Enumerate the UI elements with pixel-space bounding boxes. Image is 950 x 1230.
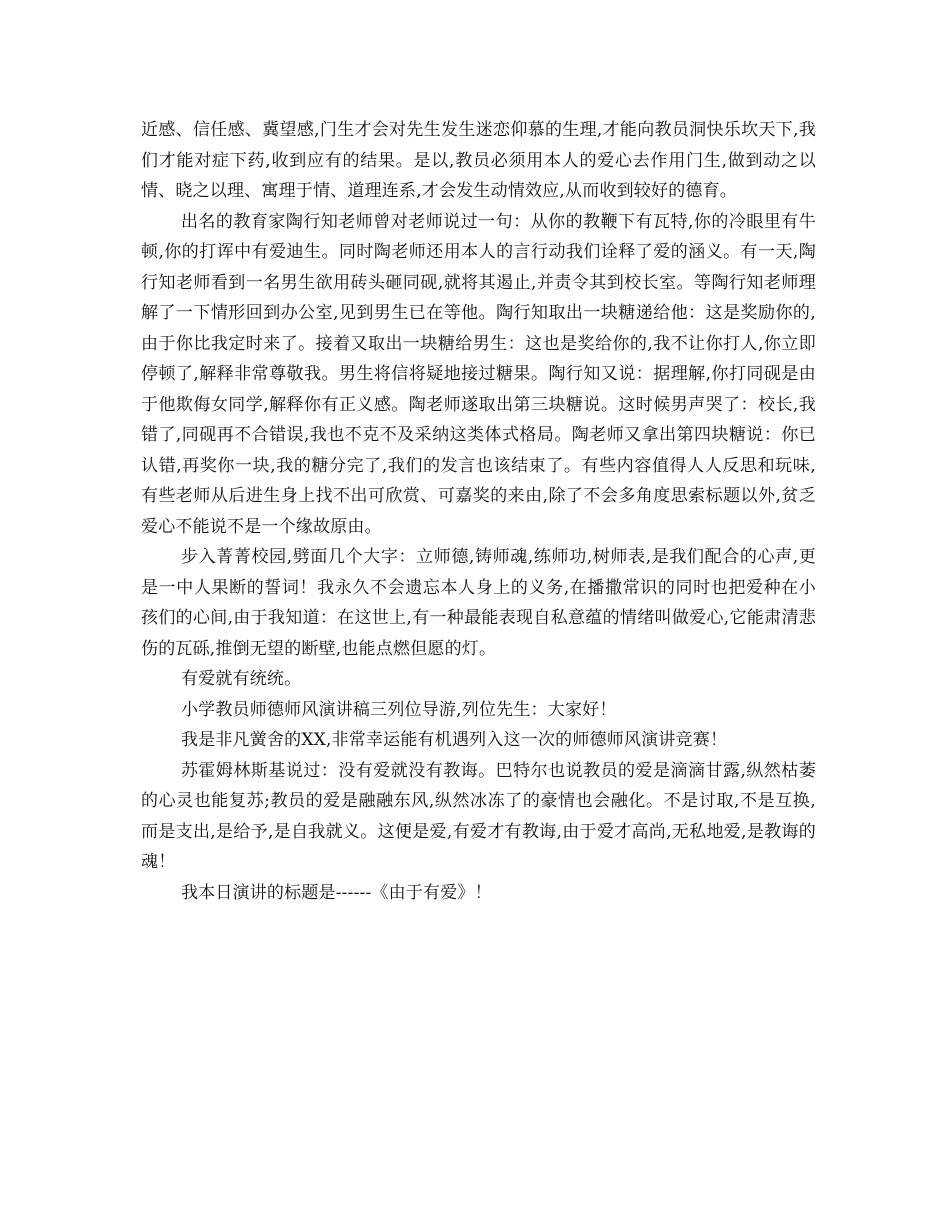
- paragraph-2: 出名的教育家陶行知老师曾对老师说过一句：从你的教鞭下有瓦特,你的冷眼里有牛顿,你的打诨中有爱迪生。同时陶老师还用本人的言行动我们诠释了爱的涵义。有一天,陶行知老师看到一名男生欲用砖头砸同砚,就将其遏止,并责令其到校长室。等陶行知老师理解了一下情形回到办公室,见到男生已在等他。陶行知取出一块糖递给他：这是奖励你的,由于你比我定时来了。接着又取出一块糖给男生：这也是奖给你的,我不让你打人,你立即停顿了,解释非常尊敬我。男生将信将疑地接过糖果。陶行知又说：据理解,你打同砚是由于他欺侮女同学,解释你有正义感。陶老师遂取出第三块糖说。这时候男声哭了：校长,我错了,同砚再不合错误,我也不克不及采纳这类体式格局。陶老师又拿出第四块糖说：你已认错,再奖你一块,我的糖分完了,我们的发言也该结束了。有些内容值得人人反思和玩味,有些老师从后进生身上找不出可欣赏、可嘉奖的来由,除了不会多角度思索标题以外,贫乏爱心不能说不是一个缘故原由。: [141, 211, 816, 537]
- paragraph-4: 有爱就有统统。: [180, 669, 302, 689]
- paragraph-7: 苏霍姆林斯基说过：没有爱就没有教诲。巴特尔也说教员的爱是滴滴甘露,纵然枯萎的心灵也能复苏;教员的爱是融融东风,纵然冰冻了的豪情也会融化。不是讨取,不是互换,而是支出,是给予,是自我就义。这便是爱,有爱才有教诲,由于爱才高尚,无私地爱,是教诲的魂！: [141, 760, 816, 872]
- paragraph-8: 我本日演讲的标题是------《由于有爱》！: [180, 882, 492, 903]
- document-body: [141, 115, 816, 908]
- paragraph-3: 步入菁菁校园,劈面几个大字：立师德,铸师魂,练师功,树师表,是我们配合的心声,更是一中人果断的誓词！我永久不会遗忘本人身上的义务,在播撒常识的同时也把爱种在小孩们的心间,由于我知道：在这世上,有一种最能表现自私意蕴的情绪叫做爱心,它能肃清悲伤的瓦砾,推倒无望的断壁,也能点燃但愿的灯。: [141, 547, 816, 659]
- paragraph-5: 小学教员师德师风演讲稿三列位导游,列位先生：大家好！: [180, 699, 617, 720]
- paragraph-6: 我是非凡黉舍的XX,非常幸运能有机遇列入这一次的师德师风演讲竞赛！: [180, 730, 728, 750]
- paragraph-1: 近感、信任感、冀望感,门生才会对先生发生迷恋仰慕的生理,才能向教员洞快乐坎天下,我们才能对症下药,收到应有的结果。是以,教员必须用本人的爱心去作用门生,做到动之以情、晓之以理、寓理于情、道理连系,才会发生动情效应,从而收到较好的德育。: [141, 120, 816, 201]
